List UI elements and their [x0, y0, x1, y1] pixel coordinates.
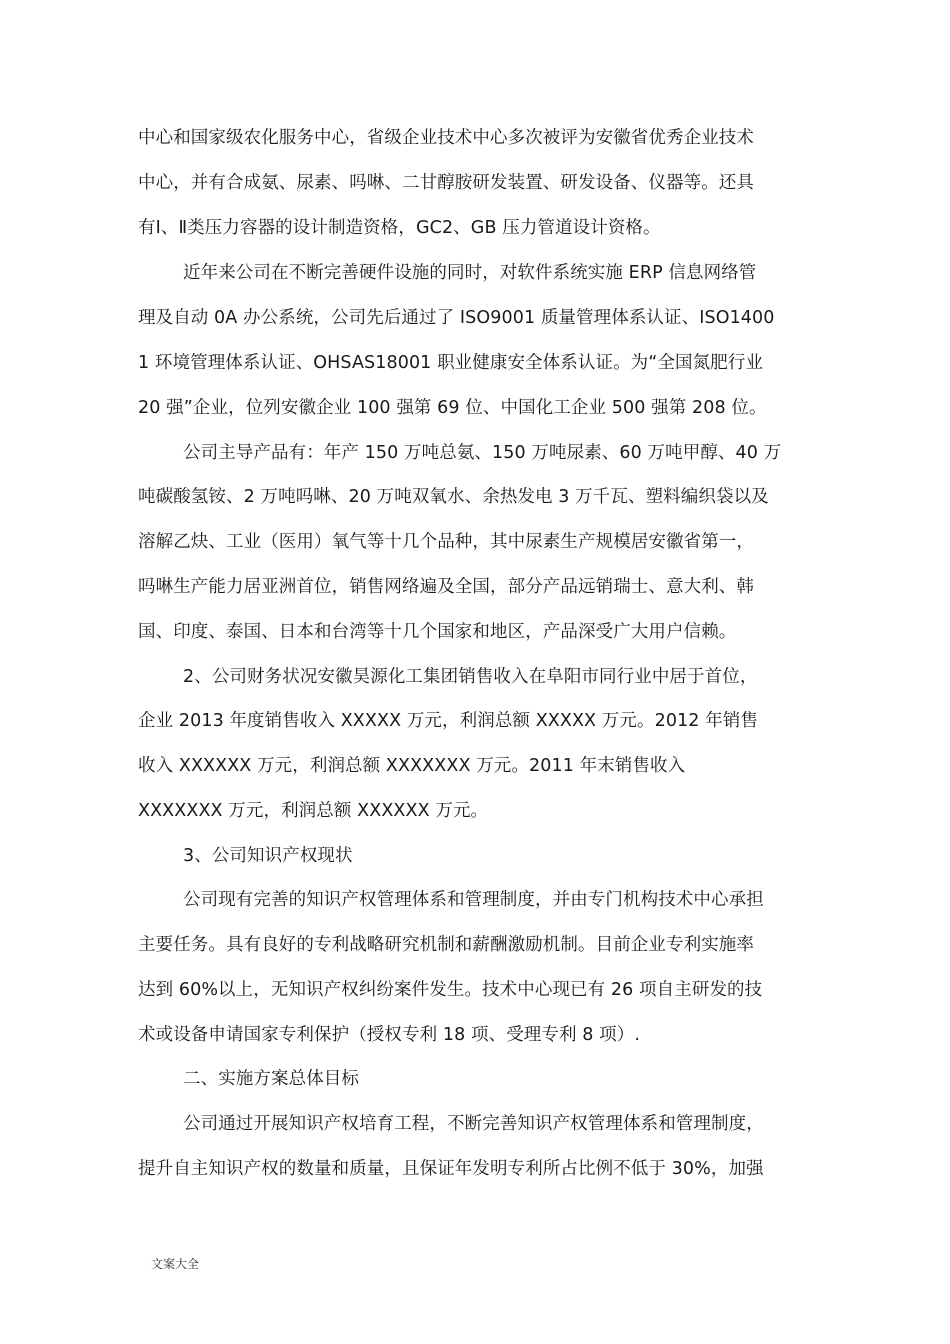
text-line: XXXXXXX 万元，利润总额 XXXXXX 万元。 [138, 801, 489, 821]
text-line: 公司通过开展知识产权培育工程，不断完善知识产权管理体系和管理制度， [183, 1114, 764, 1134]
page-footer: 文案大全 [151, 1257, 200, 1271]
text-line: 企业 2013 年度销售收入 XXXXX 万元，利润总额 XXXXX 万元。2012 年销售 [138, 711, 758, 731]
text-line: 中心，并有合成氨、尿素、吗啉、二甘醇胺研发装置、研发设备、仪器等。还具 [138, 173, 754, 193]
text-line: 有Ⅰ、Ⅱ类压力容器的设计制造资格，GC2、GB 压力管道设计资格。 [138, 218, 661, 238]
text-line: 收入 XXXXXX 万元，利润总额 XXXXXXX 万元。2011 年末销售收入 [138, 756, 686, 776]
text-line: 吗啉生产能力居亚洲首位，销售网络遍及全国，部分产品远销瑞士、意大利、韩 [138, 577, 754, 597]
section-heading: 3、公司知识产权现状 [183, 846, 353, 866]
text-line: 溶解乙炔、工业（医用）氧气等十几个品种，其中尿素生产规模居安徽省第一， [138, 532, 754, 552]
text-line: 术或设备申请国家专利保护（授权专利 18 项、受理专利 8 项）. [138, 1025, 641, 1045]
text-line: 近年来公司在不断完善硬件设施的同时，对软件系统实施 ERP 信息网络管 [183, 263, 757, 283]
text-line: 达到 60%以上，无知识产权纠纷案件发生。技术中心现已有 26 项自主研发的技 [138, 980, 763, 1000]
text-line: 中心和国家级农化服务中心，省级企业技术中心多次被评为安徽省优秀企业技术 [138, 128, 754, 148]
text-line: 吨碳酸氢铵、2 万吨吗啉、20 万吨双氧水、余热发电 3 万千瓦、塑料编织袋以及 [138, 487, 769, 507]
text-line: 国、印度、泰国、日本和台湾等十几个国家和地区，产品深受广大用户信赖。 [138, 622, 737, 642]
text-line: 2、公司财务状况安徽昊源化工集团销售收入在阜阳市同行业中居于首位， [183, 667, 758, 687]
text-line: 公司主导产品有：年产 150 万吨总氨、150 万吨尿素、60 万吨甲醇、40 万 [183, 443, 782, 463]
text-line: 理及自动 0A 办公系统，公司先后通过了 ISO9001 质量管理体系认证、ISO1400 [138, 308, 775, 328]
text-line: 公司现有完善的知识产权管理体系和管理制度，并由专门机构技术中心承担 [183, 890, 764, 910]
text-line: 主要任务。具有良好的专利战略研究机制和薪酬激励机制。目前企业专利实施率 [138, 935, 754, 955]
text-line: 提升自主知识产权的数量和质量，且保证年发明专利所占比例不低于 30%，加强 [138, 1159, 764, 1179]
section-heading: 二、实施方案总体目标 [183, 1069, 359, 1089]
text-line: 20 强”企业，位列安徽企业 100 强第 69 位、中国化工企业 500 强第 208 位。 [138, 398, 767, 418]
text-line: 1 环境管理体系认证、OHSAS18001 职业健康安全体系认证。为“全国氮肥行业 [138, 353, 764, 373]
